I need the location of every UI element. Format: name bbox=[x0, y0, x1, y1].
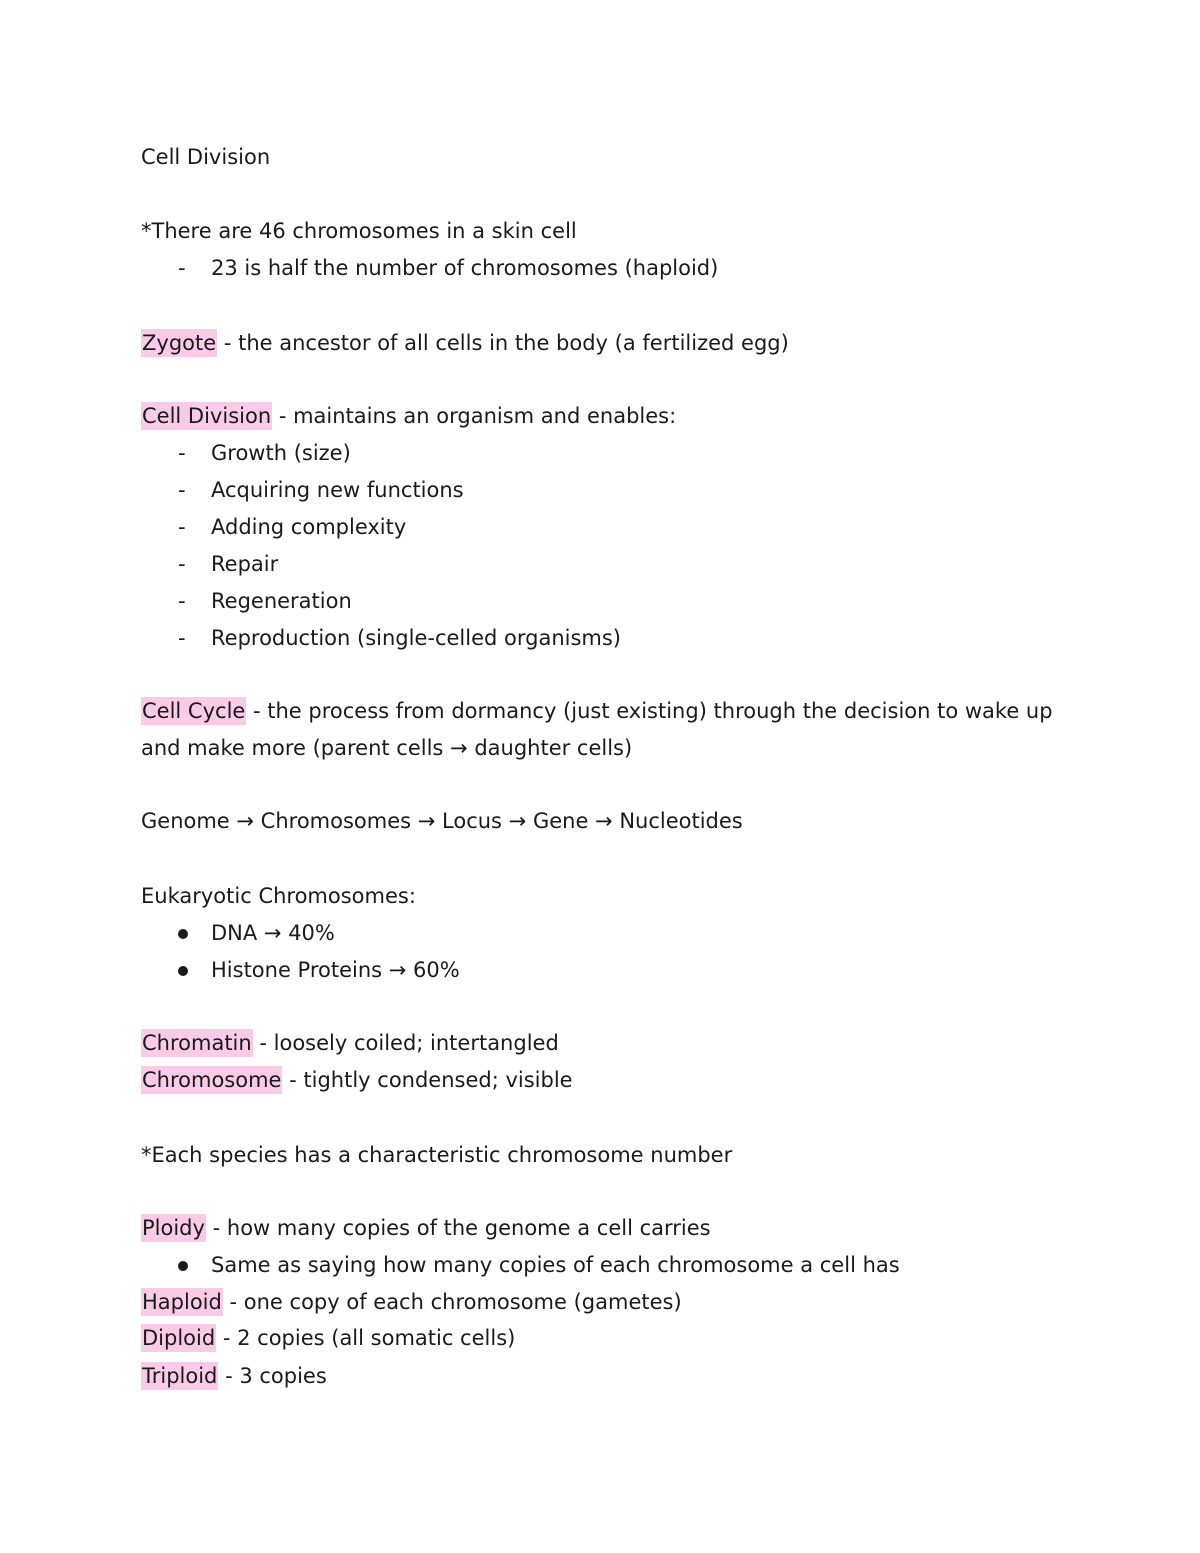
haploid-definition bbox=[141, 1287, 682, 1317]
note-species: *Each species has a characteristic chromosome number bbox=[141, 1143, 733, 1167]
chromosome-term: Chromosome bbox=[142, 1068, 282, 1092]
dash-marker: - bbox=[178, 256, 186, 280]
dash-marker: - bbox=[178, 552, 186, 576]
bullet-icon bbox=[178, 1261, 188, 1271]
list-item: Regeneration bbox=[211, 589, 352, 613]
cell-cycle-term: Cell Cycle bbox=[142, 699, 246, 723]
list-item: Acquiring new functions bbox=[211, 478, 464, 502]
genome-hierarchy: Genome → Chromosomes → Locus → Gene → Nucleotides bbox=[141, 809, 743, 833]
note-haploid: 23 is half the number of chromosomes (haploid) bbox=[211, 256, 719, 280]
cell-division-term: Cell Division bbox=[142, 404, 272, 428]
chromatin-term: Chromatin bbox=[142, 1031, 252, 1055]
cell-division-text: - maintains an organism and enables: bbox=[272, 404, 677, 428]
diploid-term: Diploid bbox=[142, 1326, 216, 1350]
diploid-text: - 2 copies (all somatic cells) bbox=[216, 1326, 516, 1350]
zygote-text: - the ancestor of all cells in the body (a fertilized egg) bbox=[217, 331, 789, 355]
chromatin-text: - loosely coiled; intertangled bbox=[252, 1031, 559, 1055]
list-item: Repair bbox=[211, 552, 279, 576]
list-item: Histone Proteins → 60% bbox=[211, 958, 460, 982]
ploidy-definition bbox=[141, 1213, 711, 1243]
haploid-term: Haploid bbox=[142, 1290, 222, 1314]
bullet-icon bbox=[178, 966, 188, 976]
document-title: Cell Division bbox=[141, 145, 271, 169]
dash-marker: - bbox=[178, 515, 186, 539]
triploid-term: Triploid bbox=[142, 1364, 218, 1388]
list-item: Reproduction (single-celled organisms) bbox=[211, 626, 621, 650]
ploidy-text: - how many copies of the genome a cell carries bbox=[205, 1216, 711, 1240]
list-item: Growth (size) bbox=[211, 441, 351, 465]
triploid-text: - 3 copies bbox=[218, 1364, 327, 1388]
dash-marker: - bbox=[178, 626, 186, 650]
cell-cycle-text: - the process from dormancy (just existing) through the decision to wake up bbox=[246, 699, 1053, 723]
list-item: Same as saying how many copies of each chromosome a cell has bbox=[211, 1253, 900, 1277]
triploid-definition bbox=[141, 1361, 327, 1391]
dash-marker: - bbox=[178, 478, 186, 502]
haploid-text: - one copy of each chromosome (gametes) bbox=[222, 1290, 682, 1314]
chromosome-definition bbox=[141, 1065, 573, 1095]
zygote-definition bbox=[141, 328, 789, 358]
ploidy-term: Ploidy bbox=[142, 1216, 205, 1240]
cell-division-definition bbox=[141, 401, 676, 431]
dash-marker: - bbox=[178, 589, 186, 613]
zygote-term: Zygote bbox=[142, 331, 217, 355]
cell-cycle-continuation: and make more (parent cells → daughter cells) bbox=[141, 736, 633, 760]
eukaryotic-heading: Eukaryotic Chromosomes: bbox=[141, 884, 416, 908]
bullet-icon bbox=[178, 929, 188, 939]
note-chromosomes: *There are 46 chromosomes in a skin cell bbox=[141, 219, 577, 243]
list-item: Adding complexity bbox=[211, 515, 407, 539]
list-item: DNA → 40% bbox=[211, 921, 335, 945]
cell-cycle-definition bbox=[141, 696, 1053, 726]
dash-marker: - bbox=[178, 441, 186, 465]
diploid-definition bbox=[141, 1323, 515, 1353]
chromosome-text: - tightly condensed; visible bbox=[282, 1068, 573, 1092]
chromatin-definition bbox=[141, 1028, 559, 1058]
